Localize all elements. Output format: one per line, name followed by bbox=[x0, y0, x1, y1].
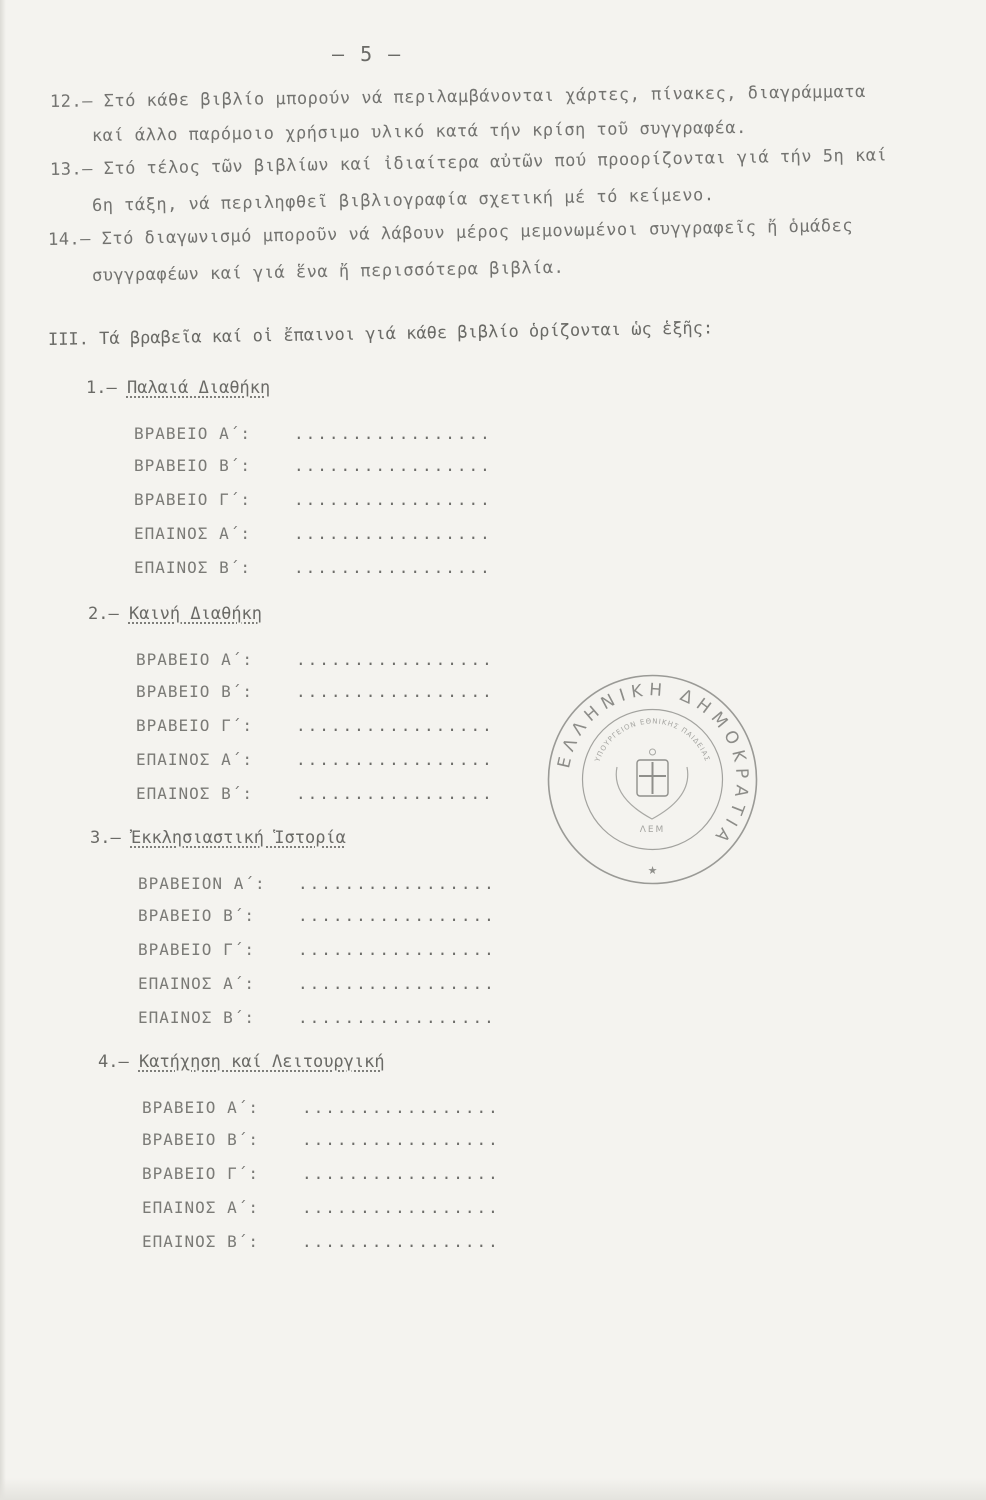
seal-outer-text: ΕΛΛΗΝΙΚΗ ΔΗΜΟΚΡΑΤΙΑ bbox=[554, 680, 752, 851]
award-label: ΒΡΑΒΕΙΟ Γ΄: bbox=[136, 716, 253, 735]
award-label: ΕΠΑΙΝΟΣ Β΄: bbox=[142, 1232, 259, 1251]
award-label: ΒΡΑΒΕΙΟ Α΄: bbox=[142, 1098, 259, 1117]
group-2-title: Καινή Διαθήκη bbox=[128, 604, 263, 624]
fill-line: ................. bbox=[296, 716, 494, 735]
award-label: ΒΡΑΒΕΙΟ Β΄: bbox=[142, 1130, 259, 1149]
award-label: ΕΠΑΙΝΟΣ Α΄: bbox=[142, 1198, 259, 1217]
award-label: ΒΡΑΒΕΙΟ Α΄: bbox=[136, 650, 253, 669]
group-2-row bbox=[136, 682, 494, 701]
fill-line: ................. bbox=[302, 1164, 500, 1183]
fill-line: ................. bbox=[302, 1130, 500, 1149]
fill-line: ................. bbox=[298, 940, 496, 959]
award-label: ΒΡΑΒΕΙΟΝ Α΄: bbox=[138, 874, 266, 893]
award-label: ΕΠΑΙΝΟΣ Α΄: bbox=[138, 974, 255, 993]
fill-line: ................. bbox=[298, 1008, 496, 1027]
group-1-number: 1.— bbox=[86, 378, 117, 398]
coat-of-arms-icon bbox=[616, 749, 688, 819]
item-12-line-1: 12.— Στό κάθε βιβλίο μπορούν νά περιλαμβάνονται χάρτες, πίνακες, διαγράμματα bbox=[49, 82, 866, 112]
item-12-line-2: καί άλλο παρόμοιο χρήσιμο υλικό κατά τήν κρίση τοῦ συγγραφέα. bbox=[91, 118, 747, 146]
item-13-line-2: 6η τάξη, νά περιληφθεῖ βιβλιογραφία σχετική μέ τό κείμενο. bbox=[91, 185, 715, 216]
fill-line: ................. bbox=[302, 1232, 500, 1251]
award-label: ΒΡΑΒΕΙΟ Γ΄: bbox=[142, 1164, 259, 1183]
group-1-row bbox=[134, 456, 492, 475]
scan-edge-left bbox=[0, 0, 6, 1500]
group-3-row bbox=[138, 940, 496, 959]
item-14-line-1: 14.— Στό διαγωνισμό μποροῦν νά λάβουν μέρος μεμονωμένοι συγγραφεῖς ἤ ὁμάδες bbox=[47, 215, 854, 250]
group-4-row bbox=[142, 1198, 500, 1217]
group-4-heading bbox=[98, 1052, 385, 1072]
group-2-row bbox=[136, 784, 494, 803]
award-label: ΒΡΑΒΕΙΟ Β΄: bbox=[138, 906, 255, 925]
award-label: ΕΠΑΙΝΟΣ Α΄: bbox=[136, 750, 253, 769]
group-3-number: 3.— bbox=[90, 828, 121, 848]
fill-line: ................. bbox=[294, 456, 492, 475]
item-14-line-2: συγγραφέων καί γιά ἕνα ἤ περισσότερα βιβλία. bbox=[91, 257, 565, 286]
group-4-row bbox=[142, 1164, 500, 1183]
group-1-title: Παλαιά Διαθήκη bbox=[126, 378, 271, 398]
fill-line: ................. bbox=[298, 906, 496, 925]
fill-line: ................. bbox=[294, 490, 492, 509]
group-4-row bbox=[142, 1130, 500, 1149]
group-2-row bbox=[136, 650, 494, 669]
award-label: ΕΠΑΙΝΟΣ Β΄: bbox=[134, 558, 251, 577]
svg-text:ΥΠΟΥΡΓΕΙΟΝ ΕΘΝΙΚΗΣ ΠΑΙΔΕΙΑΣ bbox=[593, 717, 711, 763]
award-label: ΒΡΑΒΕΙΟ Γ΄: bbox=[138, 940, 255, 959]
group-1-row bbox=[134, 558, 492, 577]
group-3-row bbox=[138, 874, 496, 893]
fill-line: ................. bbox=[294, 558, 492, 577]
official-seal-stamp bbox=[545, 672, 760, 887]
group-2-row bbox=[136, 716, 494, 735]
group-2-row bbox=[136, 750, 494, 769]
group-3-heading bbox=[90, 828, 346, 848]
group-4-number: 4.— bbox=[98, 1052, 129, 1072]
group-4-title: Κατήχηση καί Λειτουργική bbox=[138, 1052, 385, 1072]
award-label: ΒΡΑΒΕΙΟ Β΄: bbox=[134, 456, 251, 475]
group-3-row bbox=[138, 1008, 496, 1027]
star-icon: ★ bbox=[647, 864, 658, 877]
fill-line: ................. bbox=[296, 682, 494, 701]
fill-line: ................. bbox=[296, 750, 494, 769]
group-1-row bbox=[134, 424, 492, 443]
group-2-number: 2.— bbox=[88, 604, 119, 624]
section-heading: III. Τά βραβεῖα καί οἱ ἔπαινοι γιά κάθε βιβλίο ὁρίζονται ὡς ἑξῆς: bbox=[47, 318, 714, 350]
fill-line: ................. bbox=[302, 1198, 500, 1217]
award-label: ΕΠΑΙΝΟΣ Β΄: bbox=[136, 784, 253, 803]
group-2-heading bbox=[88, 604, 262, 624]
group-3-row bbox=[138, 906, 496, 925]
group-3-row bbox=[138, 974, 496, 993]
seal-inner-text: ΥΠΟΥΡΓΕΙΟΝ ΕΘΝΙΚΗΣ ΠΑΙΔΕΙΑΣ bbox=[593, 717, 712, 763]
award-label: ΒΡΑΒΕΙΟ Γ΄: bbox=[134, 490, 251, 509]
item-13-line-1: 13.— Στό τέλος τῶν βιβλίων καί ἰδιαίτερα αὐτῶν πού προορίζονται γιά τήν 5η καί bbox=[49, 145, 888, 180]
group-4-row bbox=[142, 1098, 500, 1117]
fill-line: ................. bbox=[296, 784, 494, 803]
page-number: — 5 — bbox=[332, 42, 403, 66]
group-1-row bbox=[134, 524, 492, 543]
award-label: ΒΡΑΒΕΙΟ Α΄: bbox=[134, 424, 251, 443]
fill-line: ................. bbox=[298, 874, 496, 893]
fill-line: ................. bbox=[294, 524, 492, 543]
group-1-row bbox=[134, 490, 492, 509]
award-label: ΕΠΑΙΝΟΣ Β΄: bbox=[138, 1008, 255, 1027]
fill-line: ................. bbox=[298, 974, 496, 993]
fill-line: ................. bbox=[296, 650, 494, 669]
scan-edge-bottom bbox=[0, 1478, 986, 1500]
group-3-title: Ἐκκλησιαστική Ἱστορία bbox=[130, 828, 346, 848]
group-1-heading bbox=[86, 378, 270, 398]
award-label: ΒΡΑΒΕΙΟ Β΄: bbox=[136, 682, 253, 701]
seal-bottom-text: ΛΕΜ bbox=[639, 825, 666, 835]
award-label: ΕΠΑΙΝΟΣ Α΄: bbox=[134, 524, 251, 543]
group-4-row bbox=[142, 1232, 500, 1251]
fill-line: ................. bbox=[302, 1098, 500, 1117]
fill-line: ................. bbox=[294, 424, 492, 443]
